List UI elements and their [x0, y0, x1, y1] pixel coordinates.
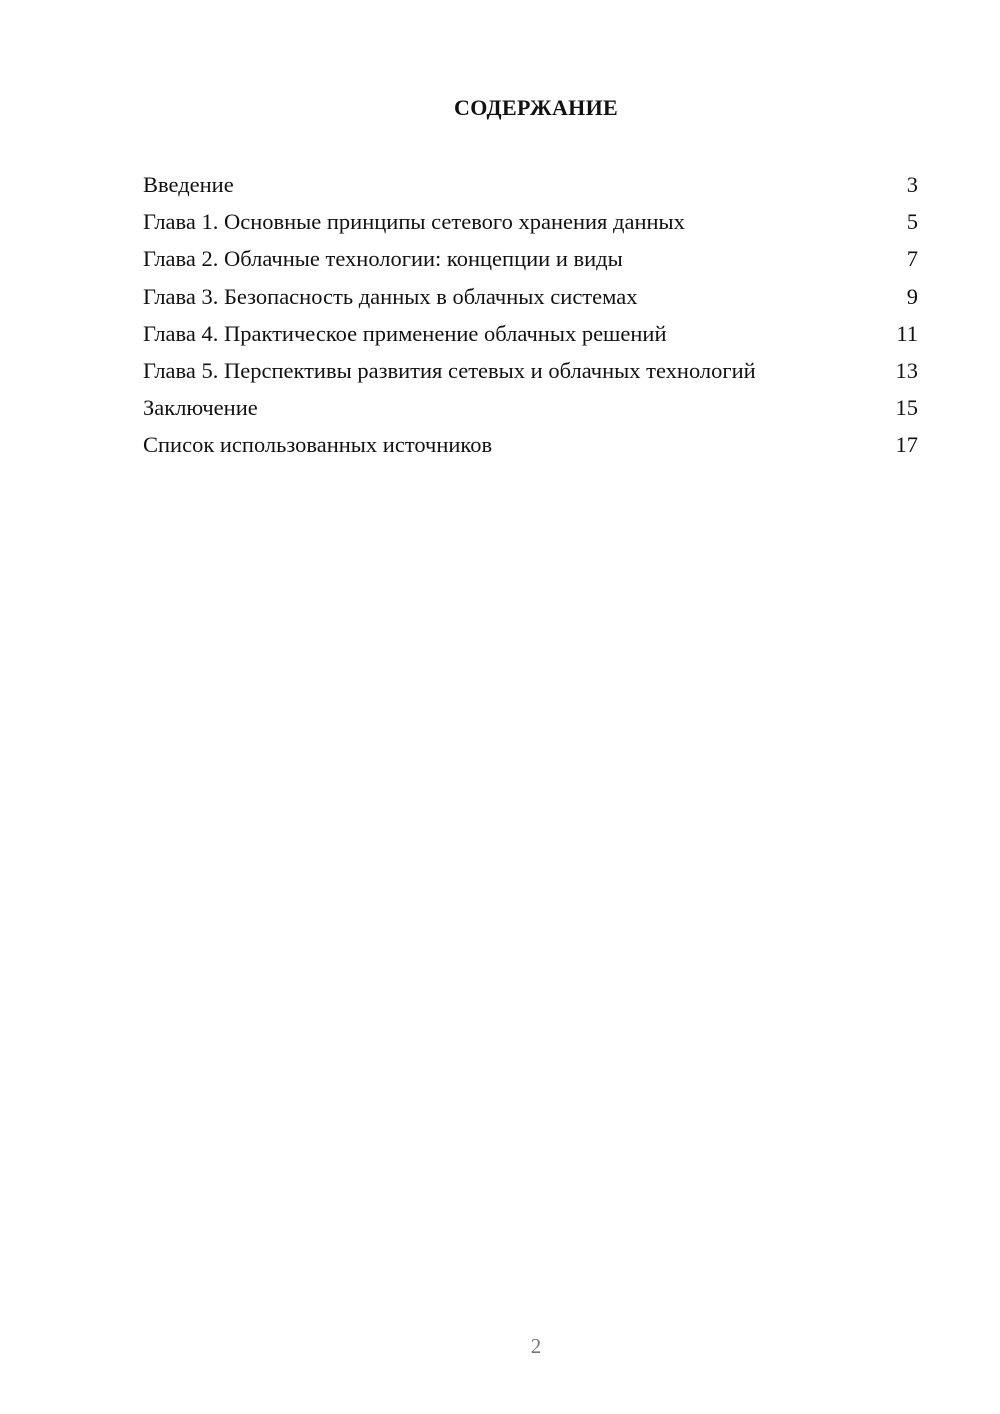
toc-entry [143, 246, 918, 283]
page-title: СОДЕРЖАНИЕ [454, 95, 618, 120]
toc-entry [143, 432, 918, 469]
toc-entry [143, 358, 918, 395]
toc-entry-title: Глава 3. Безопасность данных в облачных системах [143, 283, 638, 309]
toc-entry-title: Глава 2. Облачные технологии: концепции и виды [143, 246, 623, 272]
toc-entry-page: 13 [895, 357, 918, 383]
toc-entry-page: 17 [895, 432, 918, 458]
toc-entry-title: Глава 5. Перспективы развития сетевых и облачных технологий [143, 357, 756, 383]
toc-entry-page: 15 [895, 395, 918, 421]
toc-entry [143, 321, 918, 358]
toc-entry-page: 3 [906, 172, 918, 197]
toc-entry-title: Введение [143, 172, 234, 197]
toc-entry-title: Глава 1. Основные принципы сетевого хранения данных [143, 209, 685, 235]
toc-entry-title: Глава 4. Практическое применение облачных решений [143, 320, 667, 346]
toc-entry [143, 284, 918, 321]
page-number: 2 [530, 1334, 542, 1358]
toc-entry [143, 395, 918, 432]
toc-entry-title: Список использованных источников [143, 432, 493, 458]
toc-entry-page: 9 [906, 283, 918, 309]
table-of-contents [143, 172, 918, 470]
toc-entry-page: 7 [906, 246, 918, 272]
toc-entry [143, 209, 918, 246]
toc-entry-page: 5 [906, 209, 918, 235]
toc-entry-page: 11 [896, 320, 918, 346]
toc-entry [143, 172, 918, 209]
toc-entry-title: Заключение [143, 395, 258, 421]
